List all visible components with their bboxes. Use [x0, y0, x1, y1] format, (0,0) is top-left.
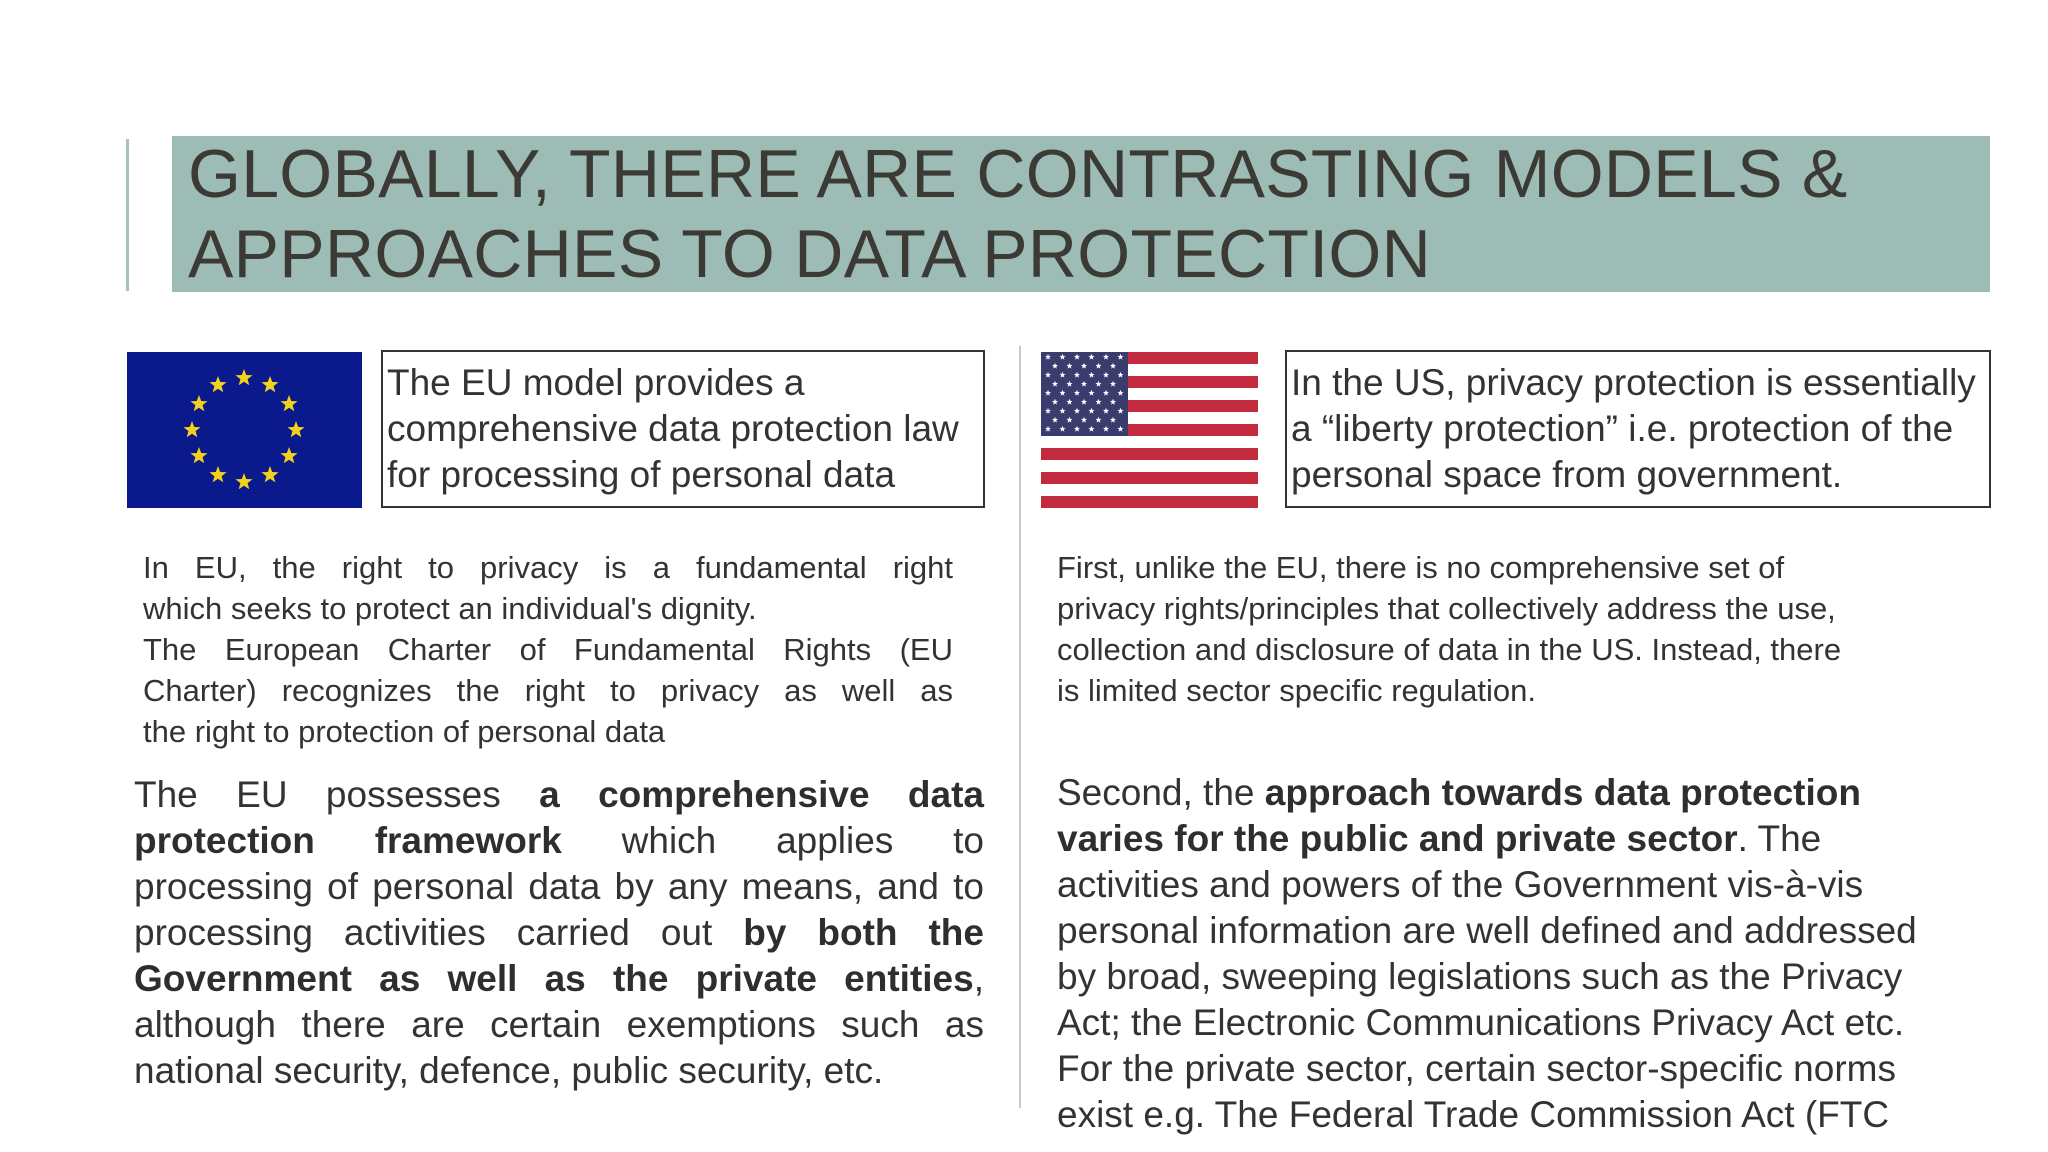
eu-framework-paragraph [134, 772, 984, 1094]
eu-summary-box [381, 350, 985, 508]
title-accent-bar [126, 139, 129, 291]
text-line: The EU possesses a comprehensive data [134, 774, 984, 815]
text-line: Government as well as the private entities, [134, 958, 984, 999]
us-regulation-paragraph [1057, 547, 1957, 711]
text-line: varies for the public and private sector. The [1057, 818, 1822, 859]
text-line: personal information are well defined and addressed [1057, 910, 1917, 951]
text-line: national security, defence, public security, etc. [134, 1050, 884, 1091]
text-line: Charter) recognizes the right to privacy as well as [143, 673, 953, 708]
us-stripe [1041, 448, 1258, 460]
text-line: is limited sector specific regulation. [1057, 673, 1536, 708]
text-line: In EU, the right to privacy is a fundamental right [143, 550, 953, 585]
column-divider [1019, 346, 1021, 1108]
text-line: For the private sector, certain sector-specific norms [1057, 1048, 1896, 1089]
eu-summary-line: The EU model provides a [387, 362, 805, 403]
text-line: which seeks to protect an individual's dignity. [143, 591, 757, 626]
text-line: protection framework which applies to [134, 820, 985, 861]
text-line: exist e.g. The Federal Trade Commission Act (FTC [1057, 1094, 1890, 1135]
us-stripe [1041, 496, 1258, 508]
us-flag-icon [1041, 352, 1258, 508]
eu-flag-icon [127, 352, 362, 508]
text-line: The European Charter of Fundamental Rights (EU [143, 632, 953, 667]
text-line: Act; the Electronic Communications Privacy Act etc. [1057, 1002, 1905, 1043]
us-stripe [1041, 472, 1258, 484]
us-summary-line: a “liberty protection” i.e. protection of the [1291, 408, 1954, 449]
text-line: processing of personal data by any means, and to [134, 866, 984, 907]
text-line: by broad, sweeping legislations such as the Privacy [1057, 956, 1903, 997]
text-line: activities and powers of the Government vis-à-vis [1057, 864, 1864, 905]
us-summary-line: In the US, privacy protection is essentially [1291, 362, 1976, 403]
us-sector-paragraph [1057, 770, 2017, 1138]
text-line: the right to protection of personal data [143, 714, 666, 749]
us-summary-line: personal space from government. [1291, 454, 1843, 495]
text-line: Second, the approach towards data protection [1057, 772, 1861, 813]
us-summary-box [1285, 350, 1991, 508]
eu-summary-line: comprehensive data protection law [387, 408, 959, 449]
text-line: collection and disclosure of data in the US. Instead, there [1057, 632, 1842, 667]
text-line: although there are certain exemptions such as [134, 1004, 984, 1045]
text-line: First, unlike the EU, there is no comprehensive set of [1057, 550, 1785, 585]
eu-summary-line: for processing of personal data [387, 454, 896, 495]
text-line: privacy rights/principles that collectively address the use, [1057, 591, 1836, 626]
eu-rights-paragraph [143, 547, 953, 752]
slide-title [172, 136, 1990, 292]
title-line: GLOBALLY, THERE ARE CONTRASTING MODELS & [188, 136, 1848, 212]
text-line: processing activities carried out by both the [134, 912, 984, 953]
title-line: APPROACHES TO DATA PROTECTION [188, 216, 1431, 292]
